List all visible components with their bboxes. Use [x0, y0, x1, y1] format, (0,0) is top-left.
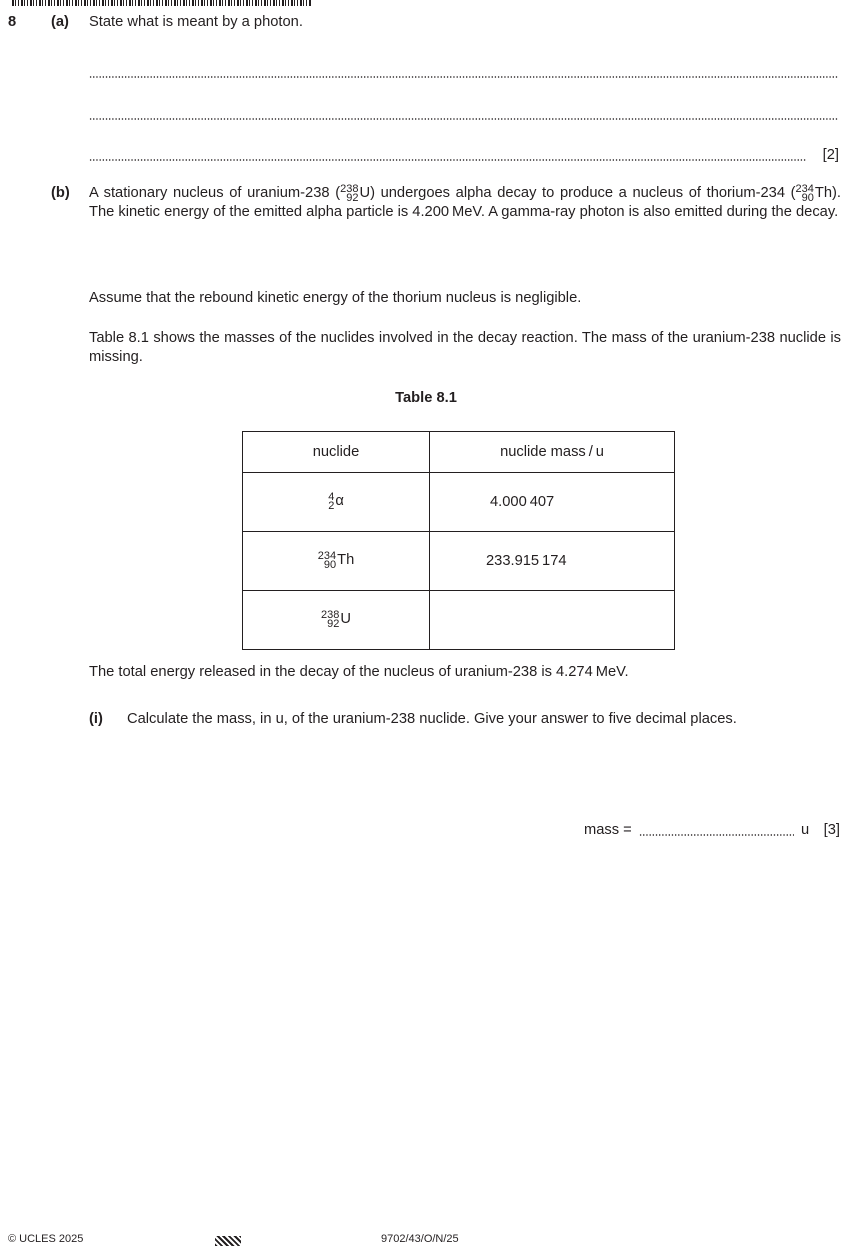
total-energy-statement: The total energy released in the decay of the nucleus of uranium-238 is 4.274 MeV. [89, 664, 629, 680]
table-header-row [243, 432, 675, 473]
answer-line-a1[interactable] [89, 63, 839, 83]
part-b-assumption: Assume that the rebound kinetic energy of the thorium nucleus is negligible. [89, 290, 582, 306]
mass-answer-label: mass = [584, 821, 632, 838]
barcode-strip [12, 0, 312, 6]
table-row [243, 473, 675, 532]
u238-notation: 238 92 U [340, 182, 371, 204]
mass-answer-dots[interactable] [639, 834, 794, 836]
th234-notation: 234 90 Th [795, 182, 833, 204]
part-a-label: (a) [51, 14, 69, 30]
sub-i-question: Calculate the mass, in u, of the uranium-238 nuclide. Give your answer to five decimal places. [127, 711, 737, 727]
footer-paper-code: 9702/43/O/N/25 [381, 1233, 459, 1245]
part-a-mark: [2] [817, 146, 839, 164]
question-number: 8 [8, 14, 17, 30]
header-nuclide: nuclide [243, 432, 430, 473]
nuclide-uranium: 238 92 U [243, 591, 430, 650]
part-b-intro: A stationary nucleus of uranium-238 ( 238 92 U) undergoes alpha decay to produce a nucleus of thorium-234 ( 234 90 Th). The kinetic energy of the emitted alpha particle is 4.200 MeV. A gamma-ray photon is also emitted during the decay. [89, 182, 842, 221]
nuclide-thorium: 234 90 Th [243, 532, 430, 591]
mass-unit: u [801, 821, 810, 838]
sub-i-label: (i) [89, 711, 103, 727]
answer-line-a3[interactable] [89, 146, 839, 166]
answer-line-a2[interactable] [89, 105, 839, 125]
mass-alpha: 4.000 407 [430, 473, 675, 532]
sub-i-mark: [3] [823, 821, 840, 838]
table-row [243, 591, 675, 650]
footer-copyright: © UCLES 2025 [8, 1233, 84, 1245]
mass-uranium-missing [430, 591, 675, 650]
part-b-label: (b) [51, 185, 70, 201]
footer-qr-code [215, 1236, 241, 1246]
mass-thorium: 233.915 174 [430, 532, 675, 591]
part-b-table-intro: Table 8.1 shows the masses of the nuclides involved in the decay reaction. The mass of the uranium-238 nuclide is missing. [89, 330, 841, 365]
table-row [243, 532, 675, 591]
nuclide-table [242, 431, 675, 650]
nuclide-alpha: 4 2 α [243, 473, 430, 532]
part-a-question: State what is meant by a photon. [89, 14, 303, 30]
table-caption: Table 8.1 [395, 390, 457, 406]
header-mass: nuclide mass / u [430, 432, 675, 473]
mass-answer-line[interactable] [584, 821, 840, 841]
